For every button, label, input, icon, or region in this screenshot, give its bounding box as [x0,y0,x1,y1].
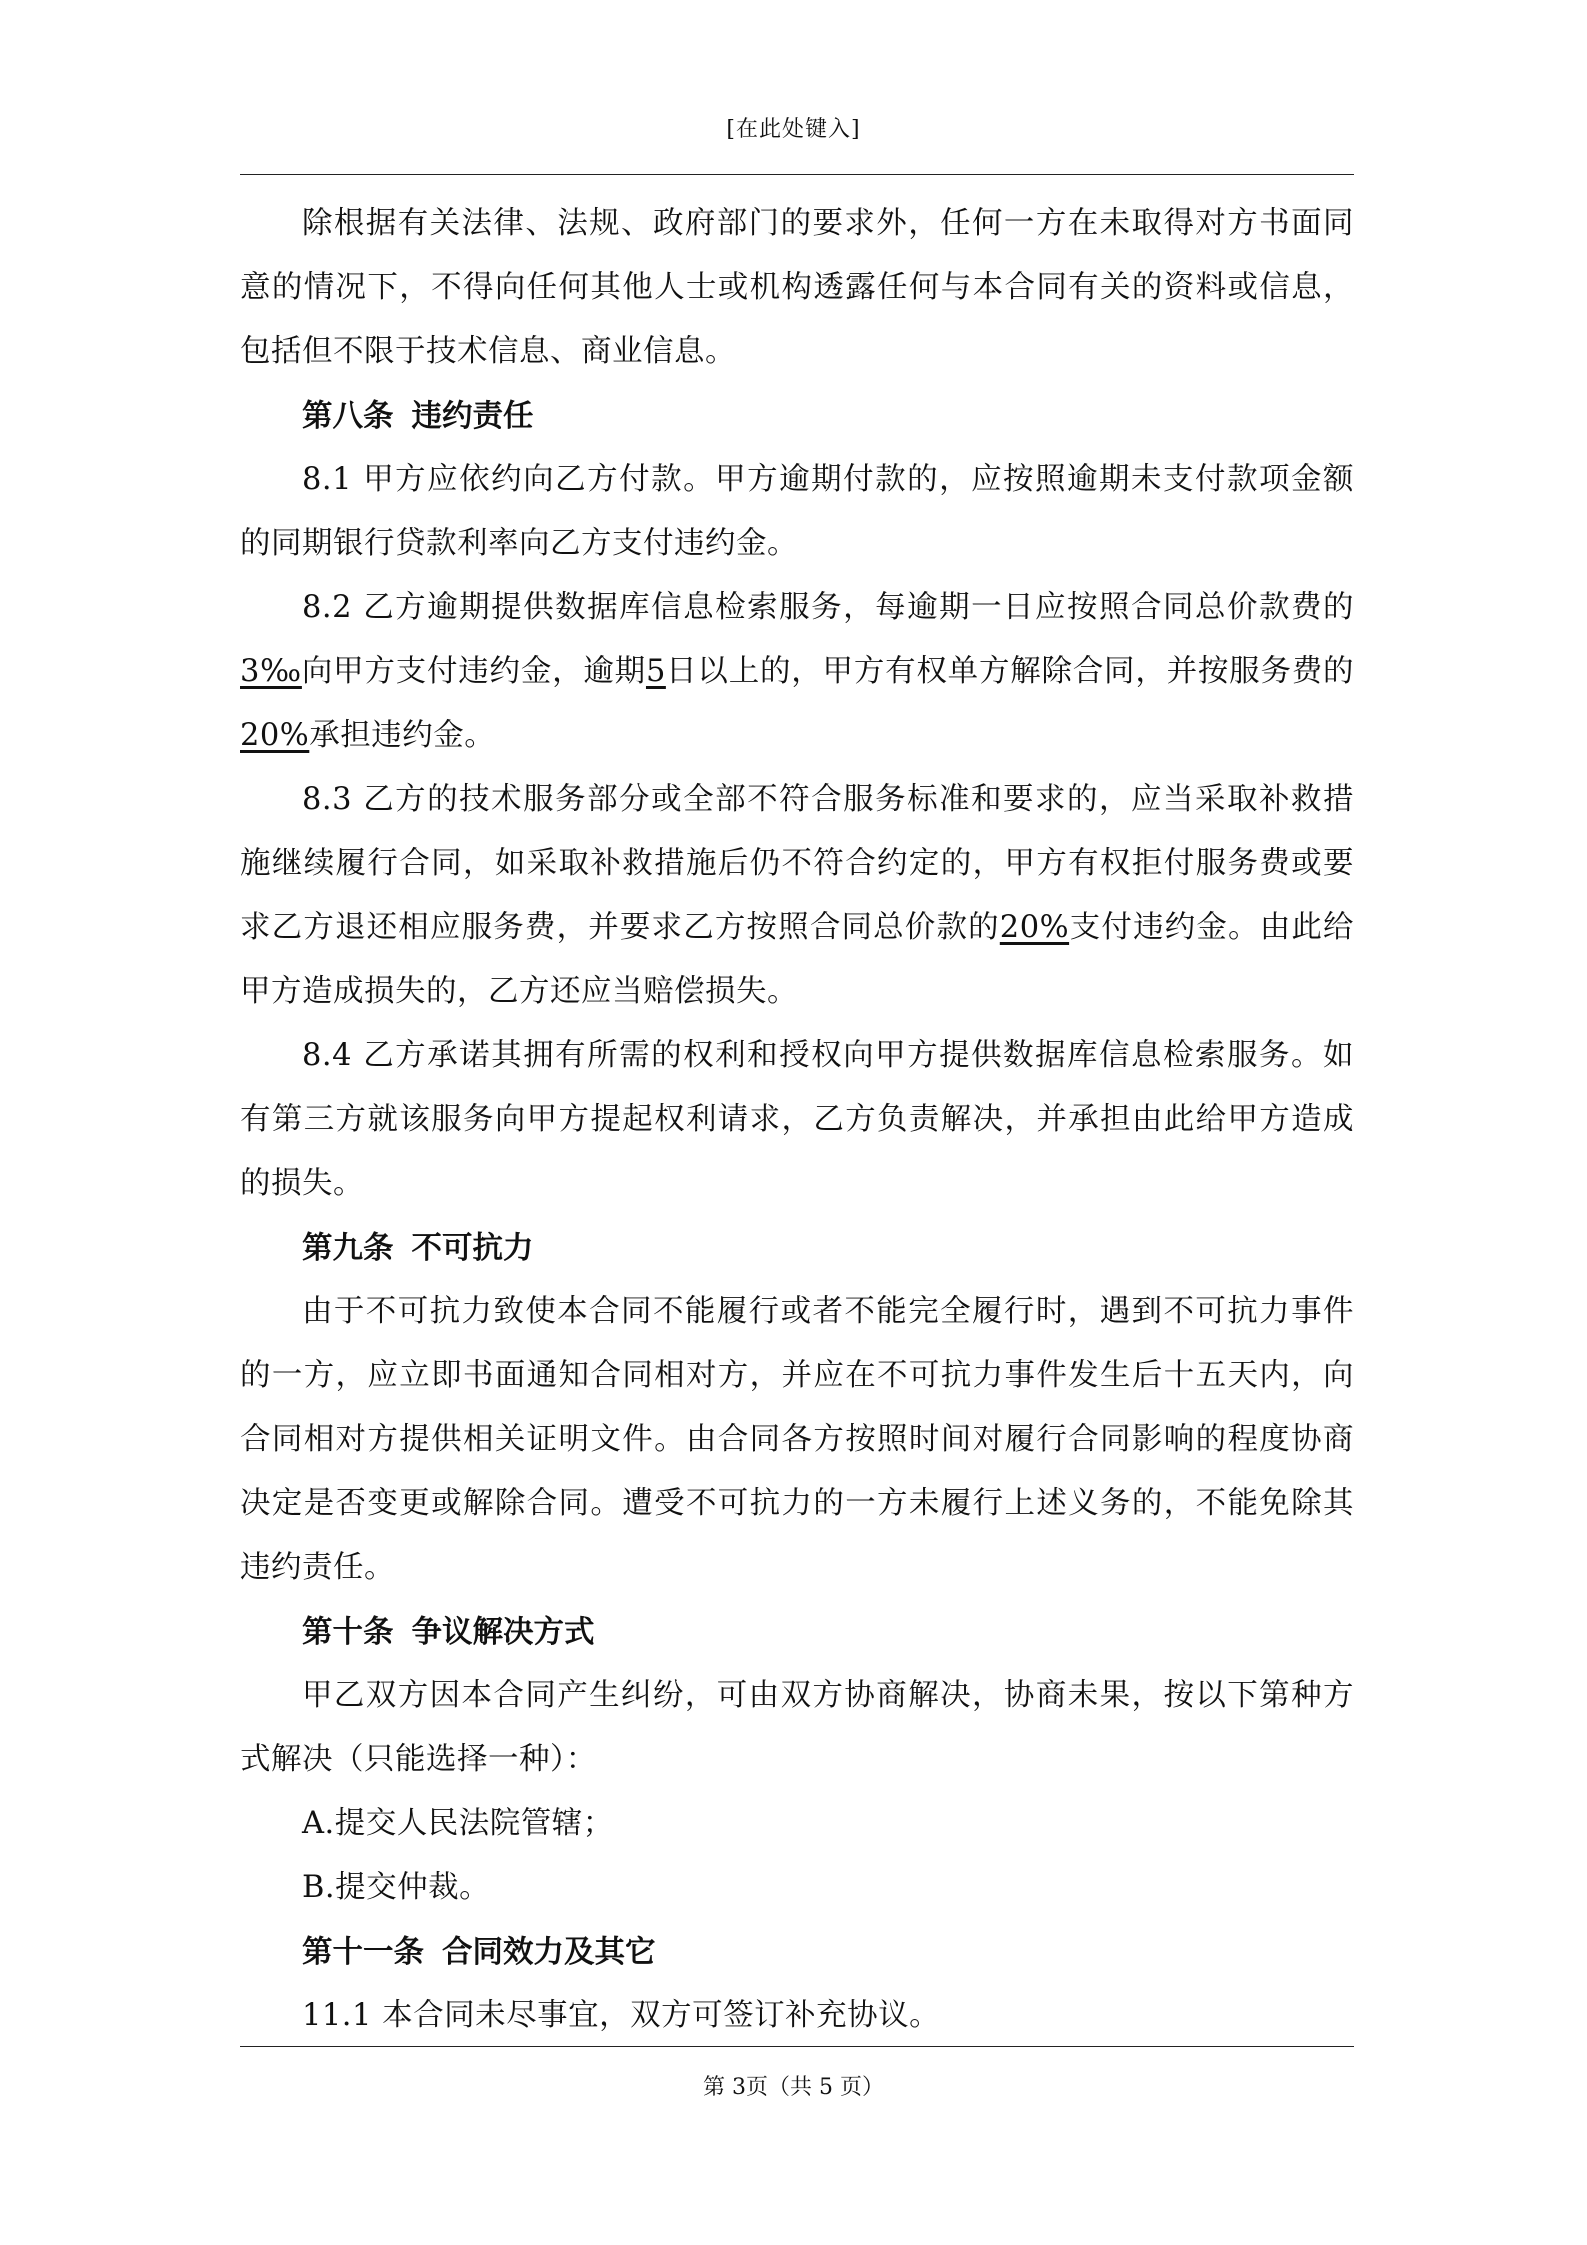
article-11-heading [240,1920,1354,1984]
article-11-title: 合同效力及其它 [442,1934,656,1970]
clause-8-3-text-a: 8.3 乙方的技术服务部分或全部不符合服务标准和要求的，应当采取补救措施继续履行合同，如采取补救措施后仍不符合约定的，甲方有权拒付服务费或要求乙方退还相应服务费，并要求乙方按照合同总价款的 [240,782,1354,945]
page-header: [在此处键入] [726,117,861,142]
article-9-heading [240,1216,1354,1280]
header-rule [240,174,1354,175]
article-10-title: 争议解决方式 [411,1614,595,1650]
article-11-number: 第十一条 [302,1934,424,1970]
clause-8-2-percent: 20% [240,718,310,753]
clause-8-2-text-a: 8.2 乙方逾期提供数据库信息检索服务，每逾期一日应按照合同总价款费的 [302,590,1354,625]
document-body [240,192,1354,2048]
clause-11-1: 11.1 本合同未尽事宜，双方可签订补充协议。 [302,1998,941,2033]
clause-8-2 [240,576,1354,768]
clause-8-3 [240,768,1354,1024]
confidentiality-paragraph: 除根据有关法律、法规、政府部门的要求外，任何一方在未取得对方书面同意的情况下，不得向任何其他人士或机构透露任何与本合同有关的资料或信息，包括但不限于技术信息、商业信息。 [240,206,1354,369]
clause-8-2-text-c: 日以上的，甲方有权单方解除合同，并按服务费的 [665,654,1355,689]
article-10-number: 第十条 [302,1614,394,1650]
clause-8-2-days: 5 [645,654,666,689]
article-9-title: 不可抗力 [411,1230,534,1266]
article-9-number: 第九条 [302,1230,394,1266]
clause-8-3-text-b: 支付违约金。由此给甲方造成损失的，乙方还应当赔偿损失。 [240,910,1355,1009]
clause-8-2-rate: 3‰ [240,654,302,689]
article-10-heading [240,1600,1354,1664]
clause-8-3-percent: 20% [999,910,1070,945]
clause-8-2-text-b: 向甲方支付违约金，逾期 [301,654,646,689]
clause-8-1: 8.1 甲方应依约向乙方付款。甲方逾期付款的，应按照逾期未支付款项金额的同期银行贷款利率向乙方支付违约金。 [240,462,1354,561]
article-8-title: 违约责任 [411,398,534,434]
article-8-heading [240,384,1354,448]
footer-rule [240,2046,1354,2047]
clause-8-2-text-d: 承担违约金。 [309,718,496,753]
page-footer: 第 3页（共 5 页） [703,2075,884,2100]
dispute-option-a: A.提交人民法院管辖； [302,1806,614,1841]
clause-8-4: 8.4 乙方承诺其拥有所需的权利和授权向甲方提供数据库信息检索服务。如有第三方就该服务向甲方提起权利请求，乙方负责解决，并承担由此给甲方造成的损失。 [240,1038,1354,1201]
article-8-number: 第八条 [302,398,394,434]
dispute-option-b: B.提交仲裁。 [302,1870,491,1905]
force-majeure-paragraph: 由于不可抗力致使本合同不能履行或者不能完全履行时，遇到不可抗力事件的一方，应立即书面通知合同相对方，并应在不可抗力事件发生后十五天内，向合同相对方提供相关证明文件。由合同各方按照时间对履行合同影响的程度协商决定是否变更或解除合同。遭受不可抗力的一方未履行上述义务的，不能免除其违约责任。 [240,1294,1354,1585]
dispute-paragraph: 甲乙双方因本合同产生纠纷，可由双方协商解决，协商未果，按以下第种方式解决（只能选择一种）： [240,1678,1354,1777]
